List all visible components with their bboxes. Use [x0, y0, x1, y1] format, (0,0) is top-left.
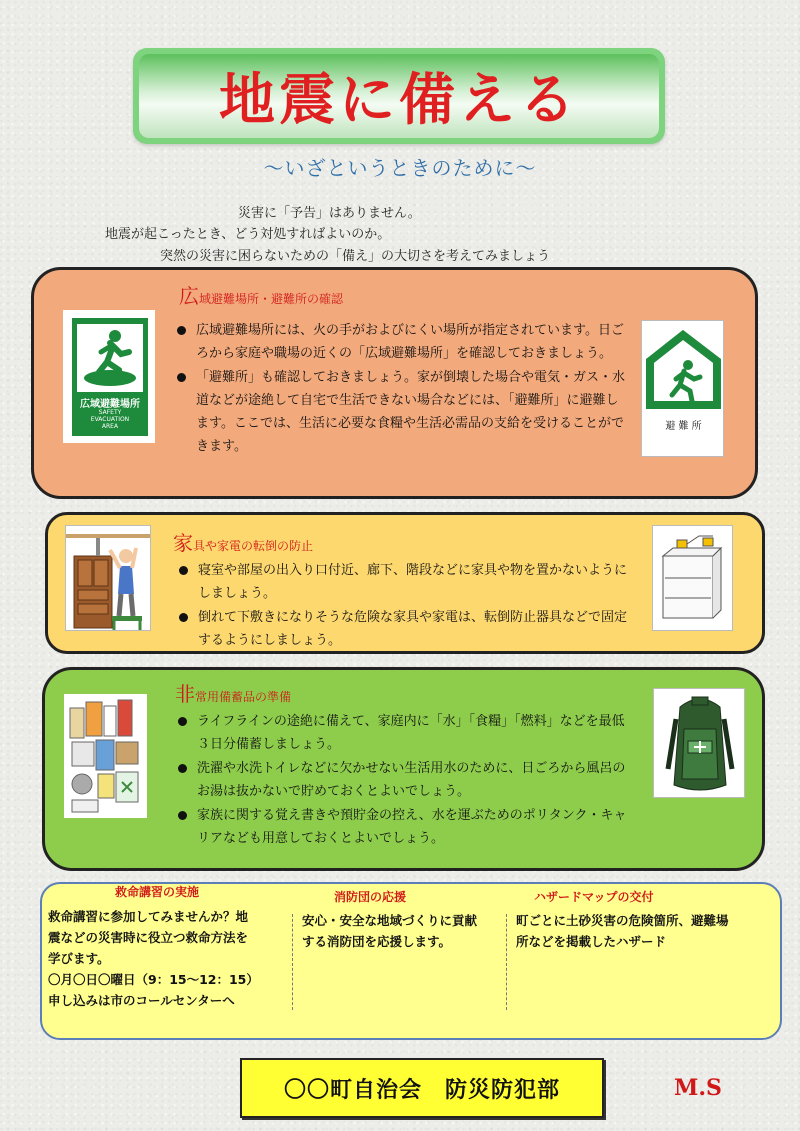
info-line: 町ごとに土砂災害の危険箇所、避難場	[516, 913, 729, 928]
section-title-initial: 非	[175, 682, 195, 706]
list-item: 倒れて下敷きになりそうな危険な家具や家電は、転倒防止器具などで固定するようにしましょう。	[176, 606, 631, 652]
section-evacuation	[31, 267, 758, 499]
list-item: ライフラインの途絶に備えて、家庭内に「水」「食糧」「燃料」などを最低３日分備蓄しましょう。	[175, 710, 630, 756]
list-item: 洗濯や水洗トイレなどに欠かせない生活用水のために、日ごろから風呂のお湯は抜かないで貯めておくとよいでしょう。	[175, 757, 630, 803]
info-line: する消防団を応援します。	[302, 934, 452, 949]
info-divider	[506, 914, 507, 1010]
furniture-fixing-image	[65, 525, 151, 631]
footer-organization: 〇〇町自治会 防災防犯部	[283, 1076, 560, 1103]
section-title-rest: 常用備蓄品の準備	[195, 690, 292, 704]
page-subtitle: ～いざというときのために～	[263, 156, 537, 180]
shelter-sign-image	[641, 320, 724, 457]
appliance-icon	[653, 526, 733, 631]
section-title-initial: 広	[179, 284, 199, 308]
supplies-icon	[64, 694, 147, 818]
section-stockpile	[42, 667, 765, 871]
page-title: 地震に備える	[219, 67, 579, 133]
evacuation-sign-en-3: AREA	[101, 423, 119, 430]
section-title-evacuation	[179, 280, 343, 309]
section-stockpile-bullets	[175, 710, 630, 851]
section-evacuation-bullets	[174, 319, 629, 459]
footer-organization-box	[240, 1058, 604, 1118]
section-furniture-bullets	[176, 559, 631, 653]
section-furniture	[45, 512, 765, 654]
info-body-fire-brigade	[302, 910, 512, 952]
furniture-person-icon	[66, 526, 151, 631]
emergency-supplies-image	[64, 694, 147, 818]
evacuation-sign-en	[72, 409, 148, 430]
info-line: 救命講習に参加してみませんか？地	[48, 909, 249, 924]
shelter-sign-label: 避 難 所	[665, 421, 702, 432]
info-line: 〇月〇日〇曜日（9：15〜12：15）	[48, 972, 259, 987]
title-banner	[133, 48, 665, 144]
list-item: 家族に関する覚え書きや預貯金の控え、水を運ぶためのポリタンク・キャリアなども用意しておくとよいでしょう。	[175, 804, 630, 850]
intro-line-1: 災害に「予告」はありません。	[238, 206, 421, 221]
section-title-rest: 具や家電の転倒の防止	[193, 539, 314, 553]
evacuation-sign-jp: 広域避難場所	[80, 399, 140, 410]
info-line: 安心・安全な地域づくりに貢献	[302, 913, 478, 928]
info-heading-fire-brigade: 消防団の応援	[334, 890, 407, 904]
list-item: 「避難所」も確認しておきましょう。家が倒壊した場合や電気・ガス・水道などが途絶して自宅で生活できない場合などには、「避難所」に避難します。ここでは、生活に必要な食糧や生活必需品の支給を受けることができます。	[174, 366, 629, 458]
title-banner-inner	[139, 54, 659, 138]
evacuation-sign-en-2: EVACUATION	[90, 416, 130, 423]
info-line: 学びます。	[48, 951, 110, 966]
list-item: 寝室や部屋の出入り口付近、廊下、階段などに家具や物を置かないようにしましょう。	[176, 559, 631, 605]
intro-line-3: 突然の災害に困らないための「備え」の大切さを考えてみましょう	[160, 249, 551, 264]
backpack-icon	[654, 689, 745, 798]
info-line: 所などを掲載したハザード	[516, 934, 667, 949]
author-initials: M.S	[674, 1075, 722, 1101]
info-line: 申し込みは市のコールセンターへ	[48, 993, 235, 1008]
section-title-stockpile	[175, 678, 291, 707]
section-title-initial: 家	[173, 531, 193, 555]
info-heading-hazard-map: ハザードマップの交付	[534, 890, 654, 904]
emergency-backpack-image	[653, 688, 745, 798]
appliance-fixing-image	[652, 525, 733, 631]
info-box	[40, 882, 782, 1040]
evacuation-sign-en-1: SAFETY	[98, 409, 122, 416]
info-divider	[292, 914, 293, 1010]
info-body-first-aid	[48, 906, 288, 1011]
info-body-hazard-map	[516, 910, 778, 952]
info-heading-first-aid: 救命講習の実施	[115, 885, 200, 899]
section-title-furniture	[173, 527, 313, 556]
list-item: 広域避難場所には、火の手がおよびにくい場所が指定されています。日ごろから家庭や職場の近くの「広域避難場所」を確認しておきましょう。	[174, 319, 629, 365]
shelter-icon	[642, 321, 724, 431]
evacuation-area-sign-image	[63, 310, 155, 443]
info-line: 震などの災害時に役立つ救命方法を	[48, 930, 249, 945]
section-title-rest: 域避難場所・避難所の確認	[199, 292, 344, 306]
intro-line-2: 地震が起こったとき、どう対処すればよいのか。	[105, 227, 391, 242]
